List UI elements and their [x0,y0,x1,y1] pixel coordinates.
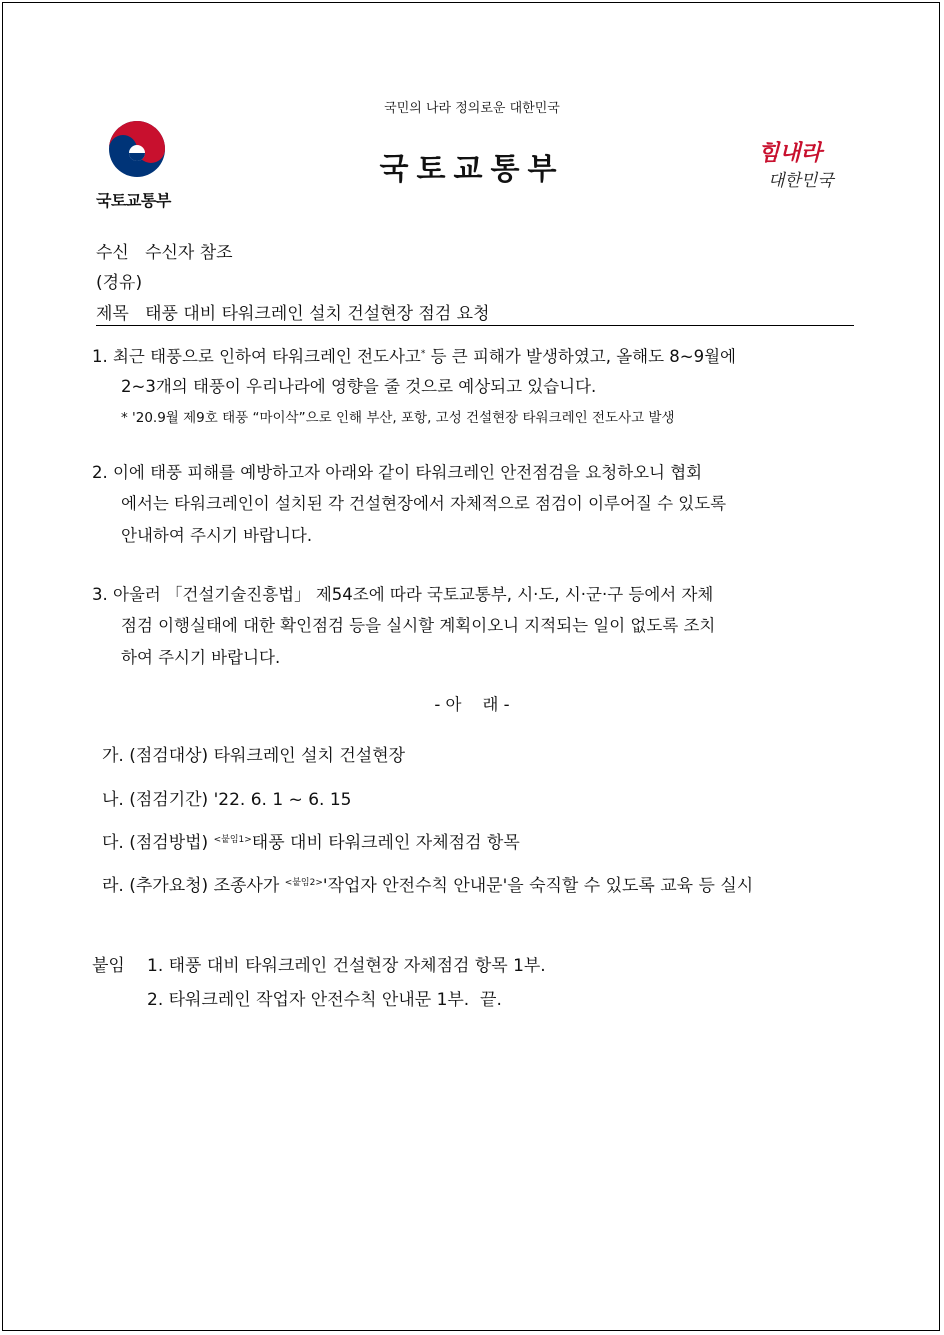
recipient-row [96,238,233,263]
header-divider [96,325,854,326]
item-da: 다. (점검방법) $^{<붙임1>}$태풍 대비 타워크레인 자체점검 항목 [102,833,520,853]
paragraph-3-line-1: 3. 아울러 「건설기술진흥법」 제54조에 따라 국토교통부, 시·도, 시·군·구 등에서 자체 [92,585,714,604]
subject-value: 태풍 대비 타워크레인 설치 건설현장 점검 요청 [145,304,490,324]
paragraph-2-line-3: 안내하여 주시기 바랍니다. [121,526,313,545]
logo-caption: 국토교통부 [96,191,171,210]
government-slogan: 국민의 나라 정의로운 대한민국 [384,101,560,116]
item-ga: 가. (점검대상) 타워크레인 설치 건설현장 [102,746,406,766]
recipient-value: 수신자 참조 [145,243,233,263]
subject-row [96,299,490,324]
paragraph-3-line-3: 하여 주시기 바랍니다. [121,648,281,667]
attachment-item-1: 1. 태풍 대비 타워크레인 건설현장 자체점검 항목 1부. [147,956,546,976]
paragraph-1-footnote: * '20.9월 제9호 태풍 “마이삭”으로 인해 부산, 포항, 고성 건설현장 타워크레인 전도사고 발생 [121,410,675,426]
paragraph-1-line-2: 2~3개의 태풍이 우리나라에 영향을 줄 것으로 예상되고 있습니다. [121,377,597,396]
recipient-label: 수신 [96,243,129,263]
slogan-mark-line1: 힘내라 [758,140,822,166]
paragraph-1-line-1: 1. 최근 태풍으로 인하여 타워크레인 전도사고* 등 큰 피해가 발생하였고, 올해도 8~9월에 [92,347,736,366]
via-row: (경유) [96,273,143,293]
end-mark: 끝. [480,990,502,1010]
attachments-label: 붙임 [92,956,125,976]
attachment-item-2: 2. 타워크레인 작업자 안전수칙 안내문 1부. 끝. [147,990,502,1010]
attachment-ref-1: <붙임1> [213,835,252,845]
item-na: 나. (점검기간) '22. 6. 1 ~ 6. 15 [102,790,352,810]
paragraph-2-line-1: 2. 이에 태풍 피해를 예방하고자 아래와 같이 타워크레인 안전점검을 요청하오니 협회 [92,463,703,482]
slogan-calligraphy-mark [754,136,846,194]
ministry-title: 국토교통부 [379,152,565,187]
below-heading: - 아 래 - [434,695,510,714]
paragraph-3-line-2: 점검 이행실태에 대한 확인점검 등을 실시할 계획이오니 지적되는 일이 없도록 조치 [121,616,716,635]
subject-label: 제목 [96,304,129,324]
ministry-logo-emblem [108,120,166,178]
attachment-ref-2: <붙임2> [284,878,323,888]
item-ra: 라. (추가요청) 조종사가 $^{<붙임2>}$'작업자 안전수칙 안내문'을 숙직할 수 있도록 교육 등 실시 [102,876,754,896]
slogan-mark-line2: 대한민국 [768,171,834,191]
paragraph-2-line-2: 에서는 타워크레인이 설치된 각 건설현장에서 자체적으로 점검이 이루어질 수 있도록 [121,494,727,513]
